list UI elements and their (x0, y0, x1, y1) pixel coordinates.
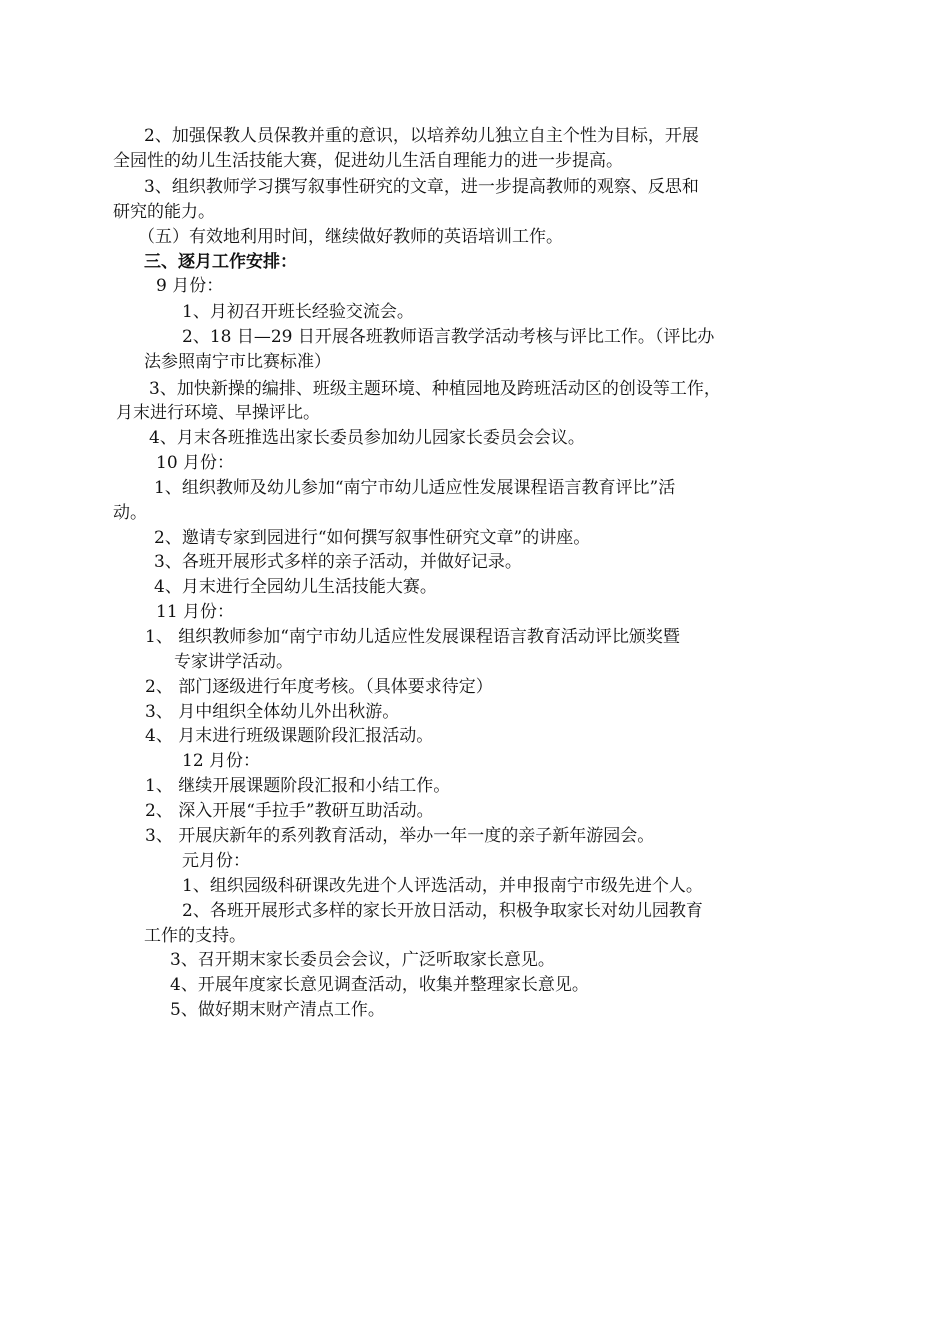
section-heading: 三、逐月工作安排： (144, 252, 297, 272)
list-item: 3、 月中组织全体幼儿外出秋游。 (145, 702, 400, 722)
list-item: 5、做好期末财产清点工作。 (170, 1000, 385, 1020)
list-item: 4、 月末进行班级课题阶段汇报活动。 (145, 726, 434, 746)
paragraph-line: 3、组织教师学习撰写叙事性研究的文章，进一步提高教师的观察、反思和 (144, 177, 699, 197)
list-item: 2、 部门逐级进行年度考核。（具体要求待定） (145, 677, 493, 697)
list-item: 2、18 日—29 日开展各班教师语言教学活动考核与评比工作。（评比办 (182, 327, 715, 347)
month-heading: 11 月份： (156, 602, 235, 622)
list-item: 2、 深入开展“手拉手”教研互助活动。 (145, 801, 434, 821)
month-heading: 元月份： (182, 851, 250, 871)
paragraph-line: 2、加强保教人员保教并重的意识，以培养幼儿独立自主个性为目标，开展 (144, 126, 699, 146)
list-item: 3、 开展庆新年的系列教育活动，举办一年一度的亲子新年游园会。 (145, 826, 655, 846)
list-item: 4、月末进行全园幼儿生活技能大赛。 (154, 577, 437, 597)
list-item-continuation: 工作的支持。 (144, 926, 246, 946)
month-heading: 12 月份： (182, 751, 261, 771)
list-item: 1、组织园级科研课改先进个人评选活动，并申报南宁市级先进个人。 (182, 876, 703, 896)
list-item: 3、各班开展形式多样的亲子活动，并做好记录。 (154, 552, 522, 572)
list-item: 1、月初召开班长经验交流会。 (182, 302, 414, 322)
list-item-continuation: 专家讲学活动。 (174, 652, 293, 672)
list-item: 4、开展年度家长意见调查活动，收集并整理家长意见。 (170, 975, 589, 995)
list-item: 4、月末各班推选出家长委员参加幼儿园家长委员会会议。 (149, 428, 585, 448)
month-heading: 10 月份： (156, 453, 235, 473)
list-item-continuation: 法参照南宁市比赛标准） (144, 352, 331, 372)
list-item: 3、加快新操的编排、班级主题环境、种植园地及跨班活动区的创设等工作， (149, 379, 721, 399)
list-item-continuation: 月末进行环境、早操评比。 (116, 403, 320, 423)
list-item: 2、各班开展形式多样的家长开放日活动，积极争取家长对幼儿园教育 (182, 901, 703, 921)
paragraph-line: 研究的能力。 (113, 202, 215, 222)
paragraph-line: 全园性的幼儿生活技能大赛，促进幼儿生活自理能力的进一步提高。 (113, 151, 623, 171)
list-item-continuation: 动。 (113, 503, 147, 523)
list-item: 1、 继续开展课题阶段汇报和小结工作。 (145, 776, 451, 796)
list-item: 3、召开期末家长委员会会议，广泛听取家长意见。 (170, 950, 555, 970)
list-item: 1、 组织教师参加“南宁市幼儿适应性发展课程语言教育活动评比颁奖暨 (145, 627, 680, 647)
month-heading: 9 月份： (156, 276, 224, 296)
paragraph-line: （五）有效地利用时间，继续做好教师的英语培训工作。 (138, 227, 563, 247)
list-item: 2、邀请专家到园进行“如何撰写叙事性研究文章”的讲座。 (154, 528, 591, 548)
list-item: 1、组织教师及幼儿参加“南宁市幼儿适应性发展课程语言教育评比”活 (154, 478, 676, 498)
